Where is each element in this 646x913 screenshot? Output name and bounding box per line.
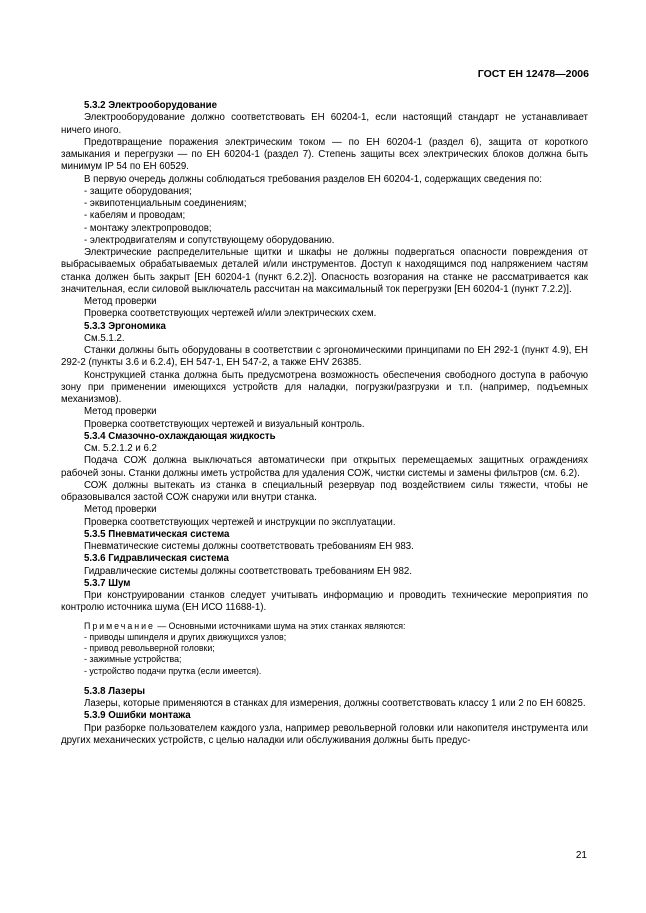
paragraph: Предотвращение поражения электрическим током — по ЕН 60204-1 (раздел 6), защита от короткого замыкания и перегрузки — по ЕН 60204-1 (раздел 7). Степень защиты всех электрических блоков должна быть минимум IP 54 по ЕН 60529. <box>61 136 588 173</box>
paragraph: СОЖ должны вытекать из станка в специальный резервуар под воздействием силы тяжести, чтобы не образовывался застой СОЖ снаружи или внутри станка. <box>61 479 588 503</box>
paragraph: Электрооборудование должно соответствовать ЕН 60204-1, если настоящий стандарт не устанавливает ничего иного. <box>61 112 588 136</box>
paragraph: Станки должны быть оборудованы в соответствии с эргономическими принципами по ЕН 292-1 (пункт 4.9), ЕН 292-2 (пункты 3.6 и 6.2.4), ЕН 547-1, ЕН 547-2, а также ЕНV 26385. <box>61 345 588 369</box>
reference: См.5.1.2. <box>84 332 125 344</box>
document-header: ГОСТ ЕН 12478—2006 <box>477 68 589 80</box>
note <box>61 621 588 632</box>
reference: См. 5.2.1.2 и 6.2 <box>84 443 157 454</box>
method-text: Проверка соответствующих чертежей и/или электрических схем. <box>84 308 377 320</box>
method-label: Метод проверки <box>84 406 157 418</box>
paragraph: При конструировании станков следует учитывать информацию и проводить технические мероприятия по контролю источника шума (ЕН ИСО 11688-1). <box>61 590 588 614</box>
section-title: 5.3.7 Шум <box>84 577 131 589</box>
section-title: 5.3.9 Ошибки монтажа <box>84 710 191 722</box>
note-item: - приводы шпинделя и других движущихся узлов; <box>84 631 287 642</box>
section-title: 5.3.6 Гидравлическая система <box>84 553 229 565</box>
method-label: Метод проверки <box>84 296 157 307</box>
list-item: - электродвигателям и сопутствующему оборудованию. <box>84 234 335 246</box>
section-title: 5.3.3 Эргономика <box>84 320 166 332</box>
note-item: - устройство подачи прутка (если имеется). <box>84 665 262 676</box>
list-item: - кабелям и проводам; <box>84 210 186 222</box>
list-item: - монтажу электропроводов; <box>84 222 212 234</box>
section-title: 5.3.4 Смазочно-охлаждающая жидкость <box>84 430 276 442</box>
page-content <box>61 100 588 747</box>
paragraph: Конструкцией станка должна быть предусмотрена возможность обеспечения свободного доступа в рабочую зону при применении имеющихся устройств для наладки, погрузки/разгрузки и т.п. (например, подъемных механизмов). <box>61 369 588 405</box>
paragraph: Гидравлические системы должны соответствовать требованиям ЕН 982. <box>84 565 412 577</box>
method-label: Метод проверки <box>84 504 157 516</box>
paragraph: Подача СОЖ должна выключаться автоматически при открытых перемещаемых защитных ограждениях рабочей зоны. Станки должны иметь устройства для удаления СОЖ, чистки системы и замены фильтров (см. 6.2). <box>61 455 588 479</box>
paragraph: Пневматические системы должны соответствовать требованиям ЕН 983. <box>84 541 414 552</box>
method-text: Проверка соответствующих чертежей и инструкции по эксплуатации. <box>84 516 396 528</box>
note-item: - зажимные устройства; <box>84 654 182 665</box>
method-text: Проверка соответствующих чертежей и визуальный контроль. <box>84 418 365 430</box>
page-number: 21 <box>575 850 587 861</box>
section-title: 5.3.5 Пневматическая система <box>84 528 230 540</box>
section-title: 5.3.2 Электрооборудование <box>84 100 217 111</box>
paragraph: Электрические распределительные щитки и шкафы не должны подвергаться опасности повреждения от выбрасываемых обрабатываемых деталей и/или инструментов. Доступ к находящимся под напряжением частям станка должен быть закрыт [ЕН 60204-1 (пункт 6.2.2)]. Опасность возгорания на станке не рассматривается как значительная, если силовой выключатель рассчитан на максимальный ток перегрузки [ЕН 60204-1 (пункт 7.2.2)]. <box>61 247 588 295</box>
paragraph: Лазеры, которые применяются в станках для измерения, должны соответствовать классу 1 или 2 по ЕН 60825. <box>84 698 586 710</box>
paragraph: При разборке пользователем каждого узла, например револьверной головки или накопителя инструмента или других механических устройств, с целью наладки или обслуживания должны быть предус- <box>61 722 588 746</box>
section-title: 5.3.8 Лазеры <box>84 685 146 697</box>
list-item: - эквипотенциальным соединениям; <box>84 198 247 209</box>
note-label: Примечание <box>84 620 155 631</box>
paragraph: В первую очередь должны соблюдаться требования разделов ЕН 60204-1, содержащих сведения по: <box>84 173 542 185</box>
note-text: — Основными источниками шума на этих станках являются: <box>157 620 406 631</box>
note-item: - привод револьверной головки; <box>84 643 215 654</box>
list-item: - защите оборудования; <box>84 185 192 197</box>
